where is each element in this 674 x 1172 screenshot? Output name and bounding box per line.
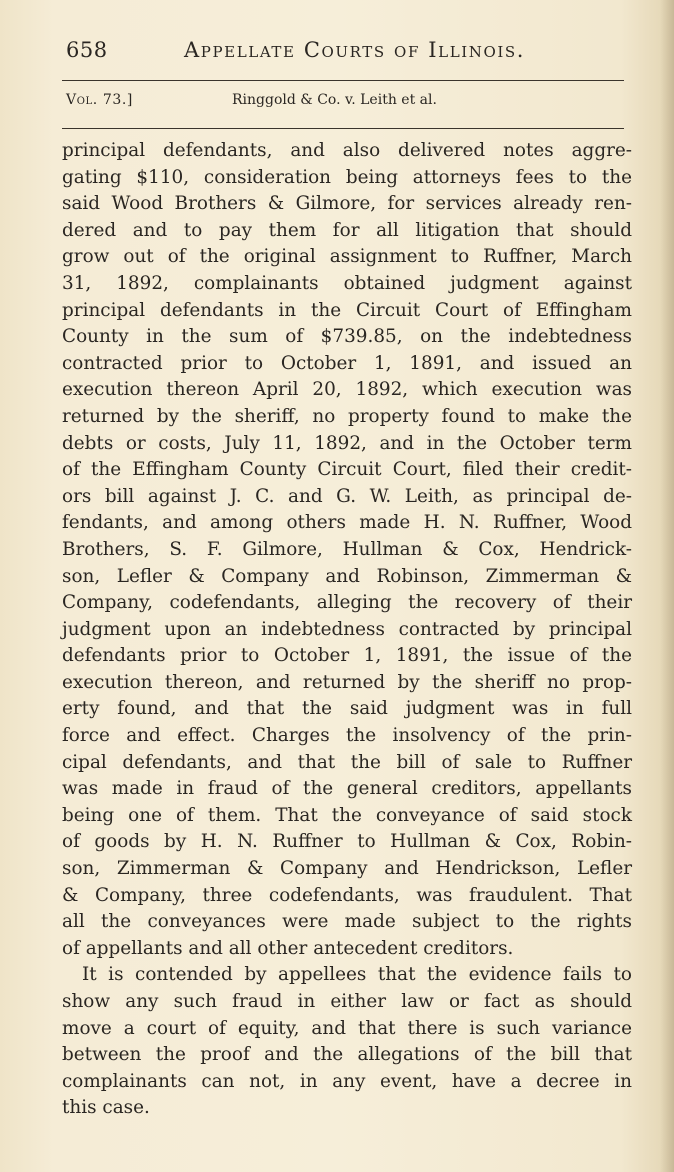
case-title: Ringgold & Co. v. Leith et al.: [232, 92, 437, 108]
text-line: Brothers, S. F. Gilmore, Hullman & Cox, Hendrick-: [62, 538, 632, 560]
text-line: gating $110, consideration being attorneys fees to the: [62, 166, 632, 188]
text-line: defendants prior to October 1, 1891, the issue of the: [62, 645, 632, 667]
text-line: between the proof and the allegations of the bill that: [62, 1044, 632, 1066]
text-line: principal defendants in the Circuit Court of Effingham: [62, 299, 632, 321]
header-rule-bottom: [62, 128, 624, 129]
header-rule-top: [62, 80, 624, 81]
text-line: fendants, and among others made H. N. Ruffner, Wood: [62, 512, 632, 534]
text-line: Company, codefendants, alleging the recovery of their: [62, 592, 632, 614]
text-line: this case.: [62, 1097, 150, 1119]
text-line: show any such fraud in either law or fact as should: [62, 991, 632, 1012]
text-line: of the Effingham County Circuit Court, filed their credit-: [62, 459, 632, 481]
text-line: execution thereon April 20, 1892, which execution was: [62, 379, 632, 401]
page-number: 658: [66, 38, 108, 62]
text-line: being one of them. That the conveyance of said stock: [62, 804, 632, 826]
text-line: cipal defendants, and that the bill of sale to Ruffner: [62, 751, 632, 773]
text-line: grow out of the original assignment to Ruffner, March: [62, 246, 632, 268]
text-line: It is contended by appellees that the evidence fails to: [82, 964, 632, 986]
text-line: dered and to pay them for all litigation that should: [62, 219, 632, 241]
text-line: debts or costs, July 11, 1892, and in the October term: [62, 432, 632, 454]
text-line: of appellants and all other antecedent creditors.: [62, 937, 514, 959]
case-line: [66, 92, 626, 112]
journal-title: Appellate Courts of Illinois.: [184, 38, 526, 62]
text-line: force and effect. Charges the insolvency of the prin-: [62, 725, 632, 747]
text-line: 31, 1892, complainants obtained judgment against: [62, 272, 632, 294]
text-line: judgment upon an indebtedness contracted by principal: [62, 618, 632, 640]
text-line: principal defendants, and also delivered notes aggre-: [62, 140, 632, 161]
text-line: move a court of equity, and that there is such variance: [62, 1017, 632, 1039]
text-line: County in the sum of $739.85, on the indebtedness: [62, 326, 632, 348]
text-line: & Company, three codefendants, was fraudulent. That: [62, 884, 632, 906]
volume-label: Vol. 73.]: [66, 92, 133, 108]
body-text: [62, 138, 632, 1122]
text-line: all the conveyances were made subject to the rights: [62, 911, 632, 933]
text-line: execution thereon, and returned by the sheriff no prop-: [62, 671, 632, 693]
text-line: son, Zimmerman & Company and Hendrickson, Lefler: [62, 858, 632, 880]
text-line: said Wood Brothers & Gilmore, for services already ren-: [62, 193, 632, 215]
text-line: of goods by H. N. Ruffner to Hullman & Cox, Robin-: [62, 831, 632, 853]
running-head: [66, 38, 626, 68]
page-edge-shadow: [660, 0, 674, 1172]
text-line: was made in fraud of the general creditors, appellants: [62, 778, 632, 800]
text-line: ors bill against J. C. and G. W. Leith, as principal de-: [62, 485, 632, 507]
text-line: returned by the sheriff, no property found to make the: [62, 405, 632, 427]
text-line: son, Lefler & Company and Robinson, Zimmerman &: [62, 565, 632, 587]
text-line: contracted prior to October 1, 1891, and issued an: [62, 352, 632, 374]
text-line: complainants can not, in any event, have a decree in: [62, 1070, 632, 1092]
text-line: erty found, and that the said judgment was in full: [62, 698, 632, 720]
